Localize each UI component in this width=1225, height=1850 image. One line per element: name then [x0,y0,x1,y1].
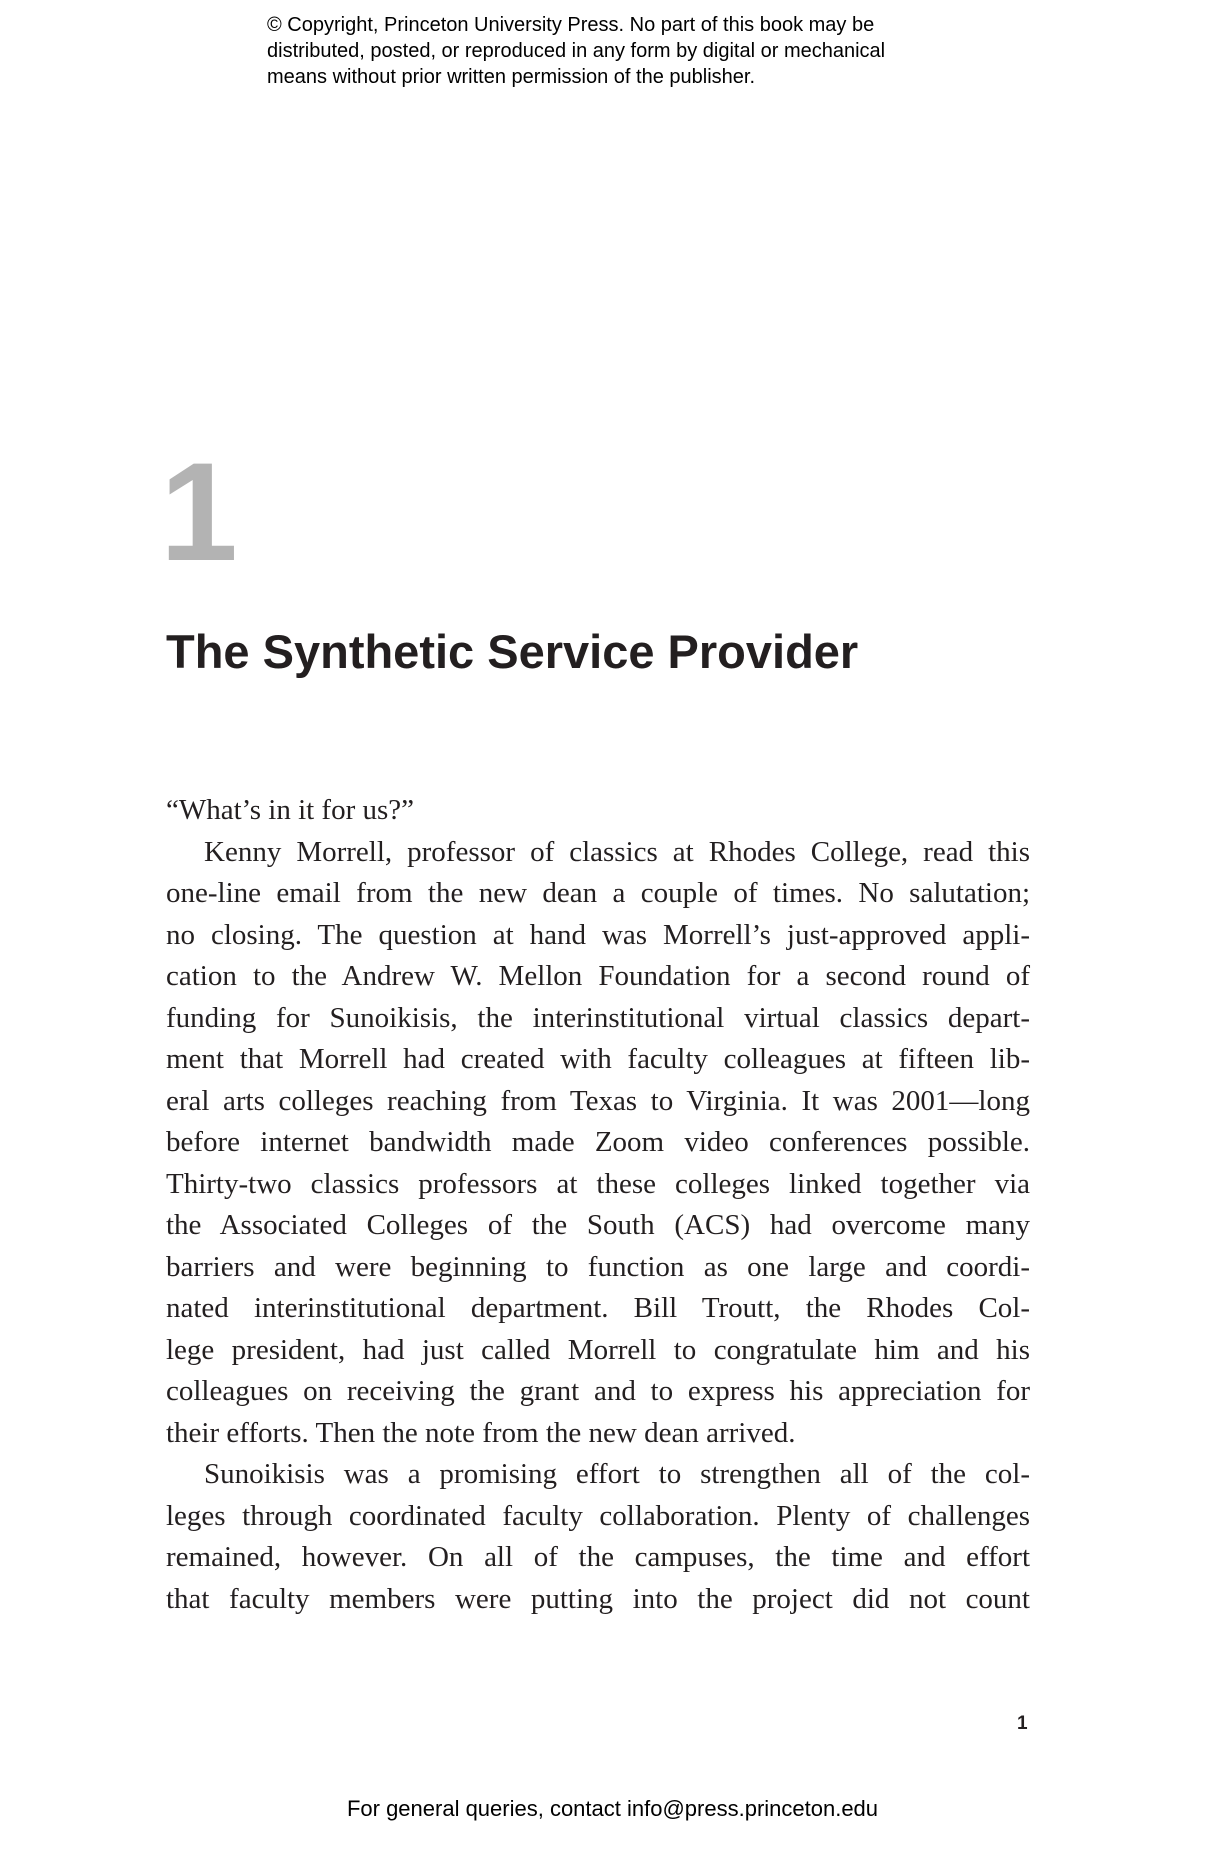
page-number: 1 [1017,1713,1028,1734]
paragraph-line: Thirty-two classics professors at these colleges linked together via [166,1167,1030,1200]
paragraph-line: lege president, had just called Morrell to congratulate him and his [166,1333,1030,1366]
footer-contact: For general queries, contact info@press.princeton.edu [346,1796,879,1821]
paragraph-line: ment that Morrell had created with faculty colleagues at fifteen lib- [166,1043,1030,1075]
paragraph-line: barriers and were beginning to function as one large and coordi- [166,1250,1030,1283]
paragraph-line: one-line email from the new dean a couple of times. No salutation; [166,877,1030,909]
chapter-title: The Synthetic Service Provider [166,625,859,678]
copyright-notice [267,12,987,90]
epigraph-quote: “What’s in it for us?” [166,794,415,826]
paragraph-line: cation to the Andrew W. Mellon Foundation for a second round of [166,960,1030,992]
paragraph-line: leges through coordinated faculty collaboration. Plenty of challenges [166,1499,1030,1532]
paragraph-line: no closing. The question at hand was Morrell’s just-approved appli- [166,918,1030,951]
paragraph-line: the Associated Colleges of the South (ACS) had overcome many [166,1209,1030,1241]
chapter-number: 1 [160,433,234,590]
paragraph-line: Kenny Morrell, professor of classics at Rhodes College, read this [204,835,1030,868]
paragraph-line: their efforts. Then the note from the new dean arrived. [166,1416,796,1449]
body-text [166,790,1030,1620]
paragraph-line: that faculty members were putting into the project did not count [166,1582,1030,1615]
paragraph-line: colleagues on receiving the grant and to express his appreciation for [166,1375,1030,1407]
copyright-line: means without prior written permission of the publisher. [267,66,756,88]
paragraph-line: remained, however. On all of the campuses, the time and effort [166,1541,1030,1573]
paragraph-line: before internet bandwidth made Zoom video conferences possible. [166,1126,1030,1158]
paragraph-line: eral arts colleges reaching from Texas to Virginia. It was 2001—long [166,1084,1030,1117]
paragraph-line: nated interinstitutional department. Bill Troutt, the Rhodes Col- [166,1292,1030,1324]
paragraph-line: funding for Sunoikisis, the interinstitutional virtual classics depart- [166,1001,1030,1034]
paragraph-line: Sunoikisis was a promising effort to strengthen all of the col- [204,1458,1030,1490]
copyright-line: distributed, posted, or reproduced in any form by digital or mechanical [267,40,886,62]
copyright-line: © Copyright, Princeton University Press. No part of this book may be [267,14,875,36]
